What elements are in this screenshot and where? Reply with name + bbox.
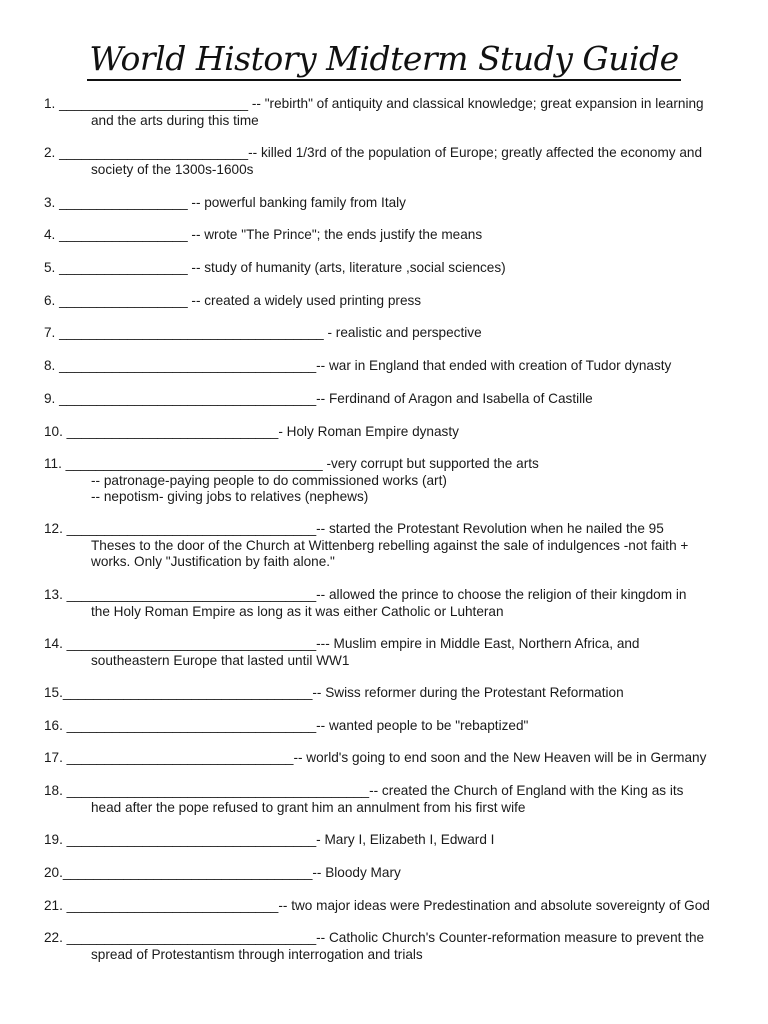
question-item: [44, 783, 734, 816]
question-text: 20._________________________________-- Bloody Mary: [44, 865, 401, 880]
question-item: [44, 685, 734, 702]
question-item: [44, 424, 734, 441]
question-item: [44, 358, 734, 375]
question-text: 19. _________________________________- Mary I, Elizabeth I, Edward I: [44, 832, 495, 847]
question-item: [44, 325, 734, 342]
question-text: 17. ______________________________-- world's going to end soon and the New Heaven will be in Germany: [44, 750, 707, 765]
question-text: 10. ____________________________- Holy Roman Empire dynasty: [44, 424, 459, 439]
question-item: [44, 145, 734, 178]
question-item: [44, 865, 734, 882]
question-text: 1. _________________________ -- "rebirth" of antiquity and classical knowledge; great expansion in learning: [44, 96, 704, 111]
question-text: 12. _________________________________-- started the Protestant Revolution when he nailed the 95: [44, 521, 664, 536]
question-item: [44, 227, 734, 244]
question-text: 11. __________________________________ -very corrupt but supported the arts: [44, 456, 539, 471]
question-text: 5. _________________ -- study of humanity (arts, literature ,social sciences): [44, 260, 506, 275]
question-item: [44, 930, 734, 963]
question-continuation: Theses to the door of the Church at Wittenberg rebelling against the sale of indulgences -not faith +: [91, 537, 689, 553]
question-text: 16. _________________________________-- wanted people to be "rebaptized": [44, 718, 529, 733]
question-text: 4. _________________ -- wrote "The Prince"; the ends justify the means: [44, 227, 483, 242]
question-continuation: -- patronage-paying people to do commissioned works (art): [91, 472, 447, 488]
question-item: [44, 832, 734, 849]
question-text: 7. ___________________________________ - realistic and perspective: [44, 325, 482, 340]
question-item: [44, 260, 734, 277]
title-container: [0, 40, 768, 81]
question-continuation: southeastern Europe that lasted until WW1: [91, 652, 350, 668]
question-item: [44, 456, 734, 506]
question-continuation: works. Only "Justification by faith alone.": [91, 554, 335, 569]
question-text: 6. _________________ -- created a widely used printing press: [44, 293, 422, 308]
question-item: [44, 718, 734, 735]
question-item: [44, 195, 734, 212]
question-text: 3. _________________ -- powerful banking family from Italy: [44, 195, 406, 210]
question-item: [44, 898, 734, 915]
question-item: [44, 96, 734, 129]
question-item: [44, 750, 734, 767]
question-text: 15._________________________________-- Swiss reformer during the Protestant Reformation: [44, 685, 624, 700]
question-text: 22. _________________________________-- Catholic Church's Counter-reformation measure to prevent the: [44, 930, 705, 945]
question-continuation: the Holy Roman Empire as long as it was either Catholic or Luhteran: [91, 603, 504, 619]
question-item: [44, 587, 734, 620]
question-continuation: and the arts during this time: [91, 112, 259, 128]
question-text: 14. _________________________________--- Muslim empire in Middle East, Northern Africa, and: [44, 636, 640, 651]
question-item: [44, 293, 734, 310]
page-title: World History Midterm Study Guide: [87, 40, 680, 81]
question-continuation: -- nepotism- giving jobs to relatives (nephews): [91, 489, 369, 504]
question-continuation: society of the 1300s-1600s: [91, 161, 254, 177]
question-text: 21. ____________________________-- two major ideas were Predestination and absolute sovereignty of God: [44, 898, 710, 913]
question-continuation: head after the pope refused to grant him an annulment from his first wife: [91, 799, 526, 815]
question-item: [44, 636, 734, 669]
question-text: 9. __________________________________-- Ferdinand of Aragon and Isabella of Castille: [44, 391, 593, 406]
question-continuation: spread of Protestantism through interrogation and trials: [91, 946, 423, 962]
question-text: 8. __________________________________-- war in England that ended with creation of Tudor dynasty: [44, 358, 672, 373]
question-item: [44, 391, 734, 408]
question-text: 13. _________________________________-- allowed the prince to choose the religion of their kingdom in: [44, 587, 687, 602]
question-text: 18. ________________________________________-- created the Church of England with the King as its: [44, 783, 684, 798]
question-text: 2. _________________________-- killed 1/3rd of the population of Europe; greatly affected the economy and: [44, 145, 703, 160]
question-item: [44, 521, 734, 571]
